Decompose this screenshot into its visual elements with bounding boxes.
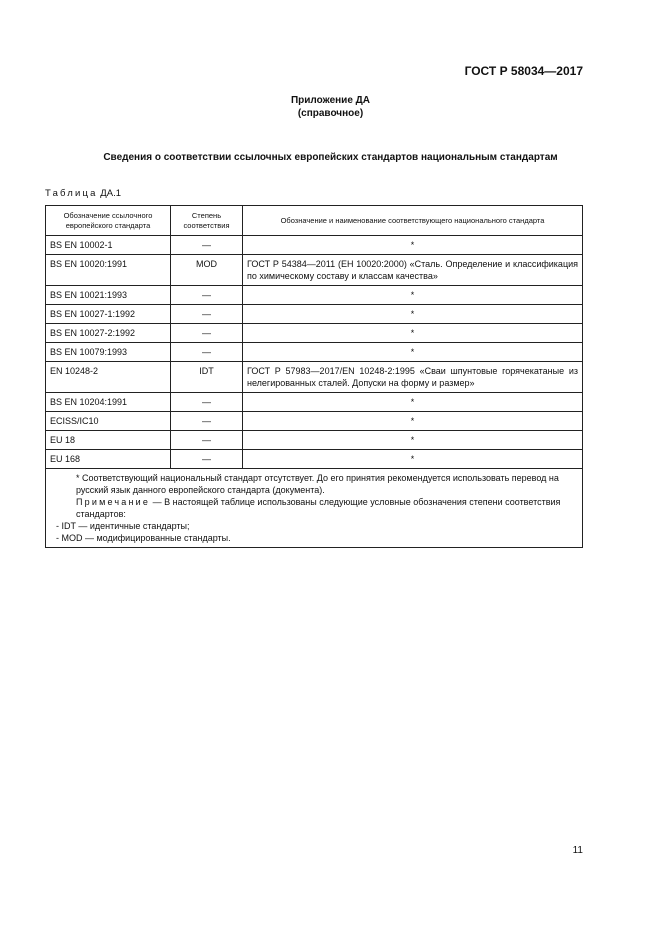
cell-national: * — [243, 343, 583, 362]
cell-ref: EU 18 — [46, 431, 171, 450]
cell-national: * — [243, 324, 583, 343]
header-degree: Степень соответствия — [171, 206, 243, 236]
cell-ref: BS EN 10027-1:1992 — [46, 305, 171, 324]
table-notes-row — [46, 469, 583, 548]
correspondence-table — [45, 205, 583, 548]
cell-national: * — [243, 236, 583, 255]
table-row — [46, 362, 583, 393]
cell-degree: — — [171, 286, 243, 305]
cell-degree: — — [171, 412, 243, 431]
note-text: — В настоящей таблице использованы следующие условные обозначения степени соответствия стандартов: — [76, 497, 561, 519]
table-row — [46, 236, 583, 255]
cell-ref: BS EN 10020:1991 — [46, 255, 171, 286]
table-label-id: ДА.1 — [100, 188, 121, 199]
cell-degree: — — [171, 236, 243, 255]
table-row — [46, 324, 583, 343]
cell-national: ГОСТ Р 54384—2011 (ЕН 10020:2000) «Сталь. Определение и классификация по химическому составу и классам качества» — [243, 255, 583, 286]
cell-national: * — [243, 286, 583, 305]
note-item-mod: - MOD — модифицированные стандарты. — [56, 533, 231, 543]
cell-degree: — — [171, 450, 243, 469]
table-notes-cell — [46, 469, 583, 548]
section-heading: Сведения о соответствии ссылочных европейских стандартов национальным стандартам — [103, 152, 558, 163]
table-row — [46, 343, 583, 362]
table-row — [46, 431, 583, 450]
cell-degree: IDT — [171, 362, 243, 393]
cell-national: * — [243, 412, 583, 431]
cell-degree: MOD — [171, 255, 243, 286]
header-national-standard: Обозначение и наименование соответствующего национального стандарта — [243, 206, 583, 236]
cell-national: * — [243, 393, 583, 412]
table-row — [46, 286, 583, 305]
cell-ref: BS EN 10021:1993 — [46, 286, 171, 305]
page-number: 11 — [572, 845, 583, 856]
annex-header — [0, 94, 661, 120]
cell-ref: EU 168 — [46, 450, 171, 469]
table-note — [50, 496, 578, 520]
note-label: Примечание — [76, 497, 151, 507]
table-row — [46, 393, 583, 412]
cell-national: ГОСТ Р 57983—2017/EN 10248-2:1995 «Сваи шпунтовые горячекатаные из нелегированных сталей. Допуски на форму и размер» — [243, 362, 583, 393]
cell-national: * — [243, 450, 583, 469]
table-row — [46, 450, 583, 469]
cell-degree: — — [171, 305, 243, 324]
cell-degree: — — [171, 393, 243, 412]
cell-degree: — — [171, 343, 243, 362]
cell-ref: EN 10248-2 — [46, 362, 171, 393]
document-code: ГОСТ Р 58034—2017 — [464, 64, 583, 78]
annex-subtitle: (справочное) — [297, 108, 364, 119]
cell-ref: ECISS/IC10 — [46, 412, 171, 431]
cell-degree: — — [171, 431, 243, 450]
note-item-idt: - IDT — идентичные стандарты; — [56, 521, 190, 531]
cell-ref: BS EN 10002-1 — [46, 236, 171, 255]
table-row — [46, 412, 583, 431]
table-header-row — [46, 206, 583, 236]
cell-ref: BS EN 10079:1993 — [46, 343, 171, 362]
cell-national: * — [243, 431, 583, 450]
table-row — [46, 255, 583, 286]
cell-degree: — — [171, 324, 243, 343]
table-row — [46, 305, 583, 324]
table-footnote: * Соответствующий национальный стандарт отсутствует. До его принятия рекомендуется использовать перевод на русский язык данного европейского стандарта (документа). — [76, 473, 559, 495]
table-label-prefix: Таблица — [45, 188, 98, 199]
table-label — [45, 188, 121, 199]
cell-ref: BS EN 10027-2:1992 — [46, 324, 171, 343]
annex-title: Приложение ДА — [290, 95, 371, 106]
cell-ref: BS EN 10204:1991 — [46, 393, 171, 412]
cell-national: * — [243, 305, 583, 324]
header-ref-standard: Обозначение ссылочного европейского стандарта — [46, 206, 171, 236]
